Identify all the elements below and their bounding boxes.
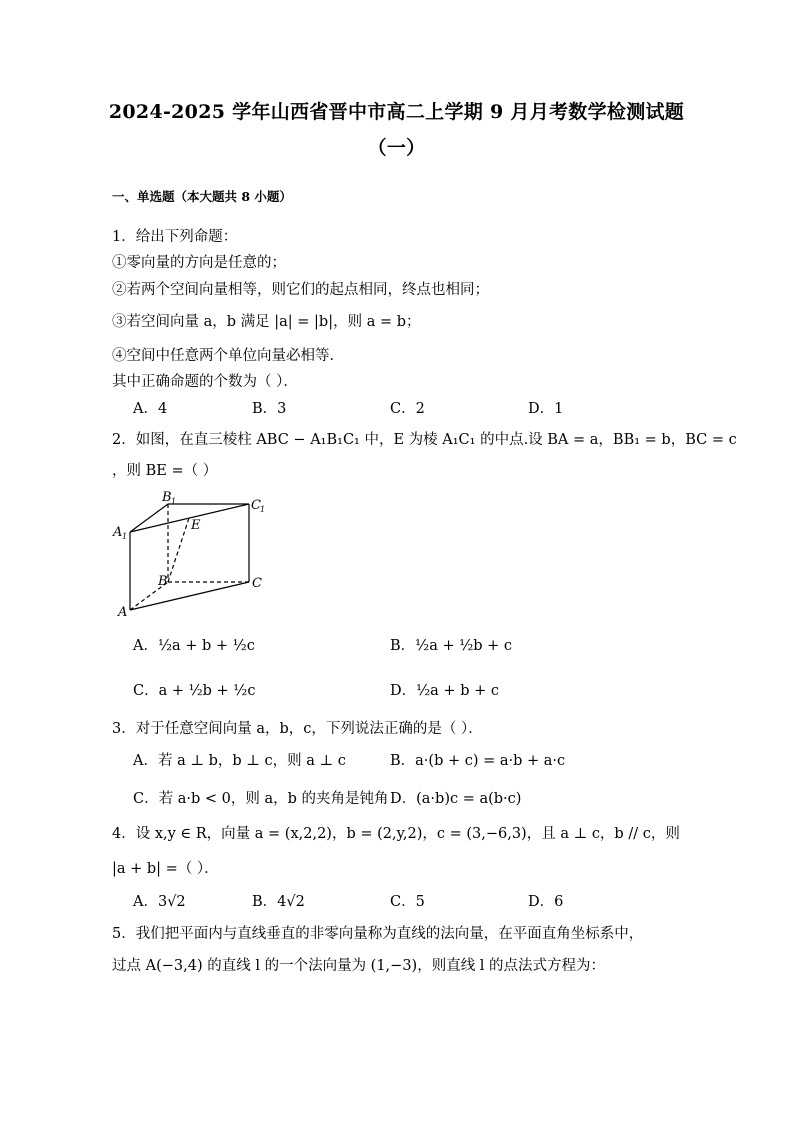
q2-option-a: A．½a + b + ½c [133,638,255,654]
label-b1-sub: 1 [171,497,177,506]
label-c1-sub: 1 [260,505,266,514]
q4-stem-line1: 4．设 x,y ∈ R，向量 a = (x,2,2)，b = (2,y,2)，c = (3,−6,3)，且 a ⊥ c，b // c，则 [112,826,680,842]
q2-option-b: B．½a + ½b + c [390,638,513,654]
exam-title: 2024-2025 学年山西省晋中市高二上学期 9 月月考数学检测试题 [108,101,685,123]
q3-stem: 3．对于任意空间向量 a，b，c，下列说法正确的是（ ）． [112,721,483,737]
section-heading: 一、单选题（本大题共 8 小题） [112,189,292,204]
label-b: B [158,574,168,589]
q3-option-a: A．若 a ⊥ b，b ⊥ c，则 a ⊥ c [133,753,346,769]
q4-stem-line2: |a + b| =（ ）． [112,861,219,877]
label-c: C [252,576,262,591]
q3-option-c: C．若 a·b < 0，则 a，b 的夹角是钝角 [133,791,389,807]
q1-option-b: B．3 [252,401,287,417]
label-c1: C [251,498,261,513]
label-a1-sub: 1 [122,532,128,541]
q3-option-b: B．a·(b + c) = a·b + a·c [390,753,566,769]
q1-proposition-1: ①零向量的方向是任意的； [112,255,286,271]
q2-option-c: C．a + ½b + ½c [133,683,256,699]
q4-option-d: D．6 [528,894,564,910]
q1-proposition-2: ②若两个空间向量相等，则它们的起点相同，终点也相同； [112,282,489,298]
q2-stem-line2: ，则 BE =（ ） [112,463,218,479]
q4-option-b: B．4√2 [252,894,305,910]
q1-option-d: D．1 [528,401,564,417]
q4-option-c: C．5 [390,894,425,910]
q4-option-a: A．3√2 [133,894,186,910]
label-e: E [191,518,201,533]
label-a1: A [113,525,123,540]
q1-option-c: C．2 [390,401,425,417]
q3-option-d: D．(a·b)c = a(b·c) [390,791,522,807]
prism-figure [110,484,280,619]
q1-stem: 1．给出下列命题： [112,229,238,245]
q1-proposition-4: ④空间中任意两个单位向量必相等． [112,348,344,364]
label-a: A [118,605,128,619]
q2-option-d: D．½a + b + c [390,683,499,699]
label-b1: B [162,490,172,505]
q1-question: 其中正确命题的个数为（ ）． [112,374,298,390]
q1-proposition-3: ③若空间向量 a，b 满足 |a| = |b|，则 a = b； [112,314,421,330]
q5-line1: 5．我们把平面内与直线垂直的非零向量称为直线的法向量，在平面直角坐标系中， [112,926,644,942]
exam-subtitle: （一） [367,137,426,159]
q1-option-a: A．4 [133,401,168,417]
q5-line2: 过点 A(−3,4) 的直线 l 的一个法向量为 (1,−3)，则直线 l 的点法式方程为： [112,958,606,974]
q2-stem-line1: 2．如图，在直三棱柱 ABC − A₁B₁C₁ 中，E 为棱 A₁C₁ 的中点.设 BA = a，BB₁ = b，BC = c [112,432,737,448]
